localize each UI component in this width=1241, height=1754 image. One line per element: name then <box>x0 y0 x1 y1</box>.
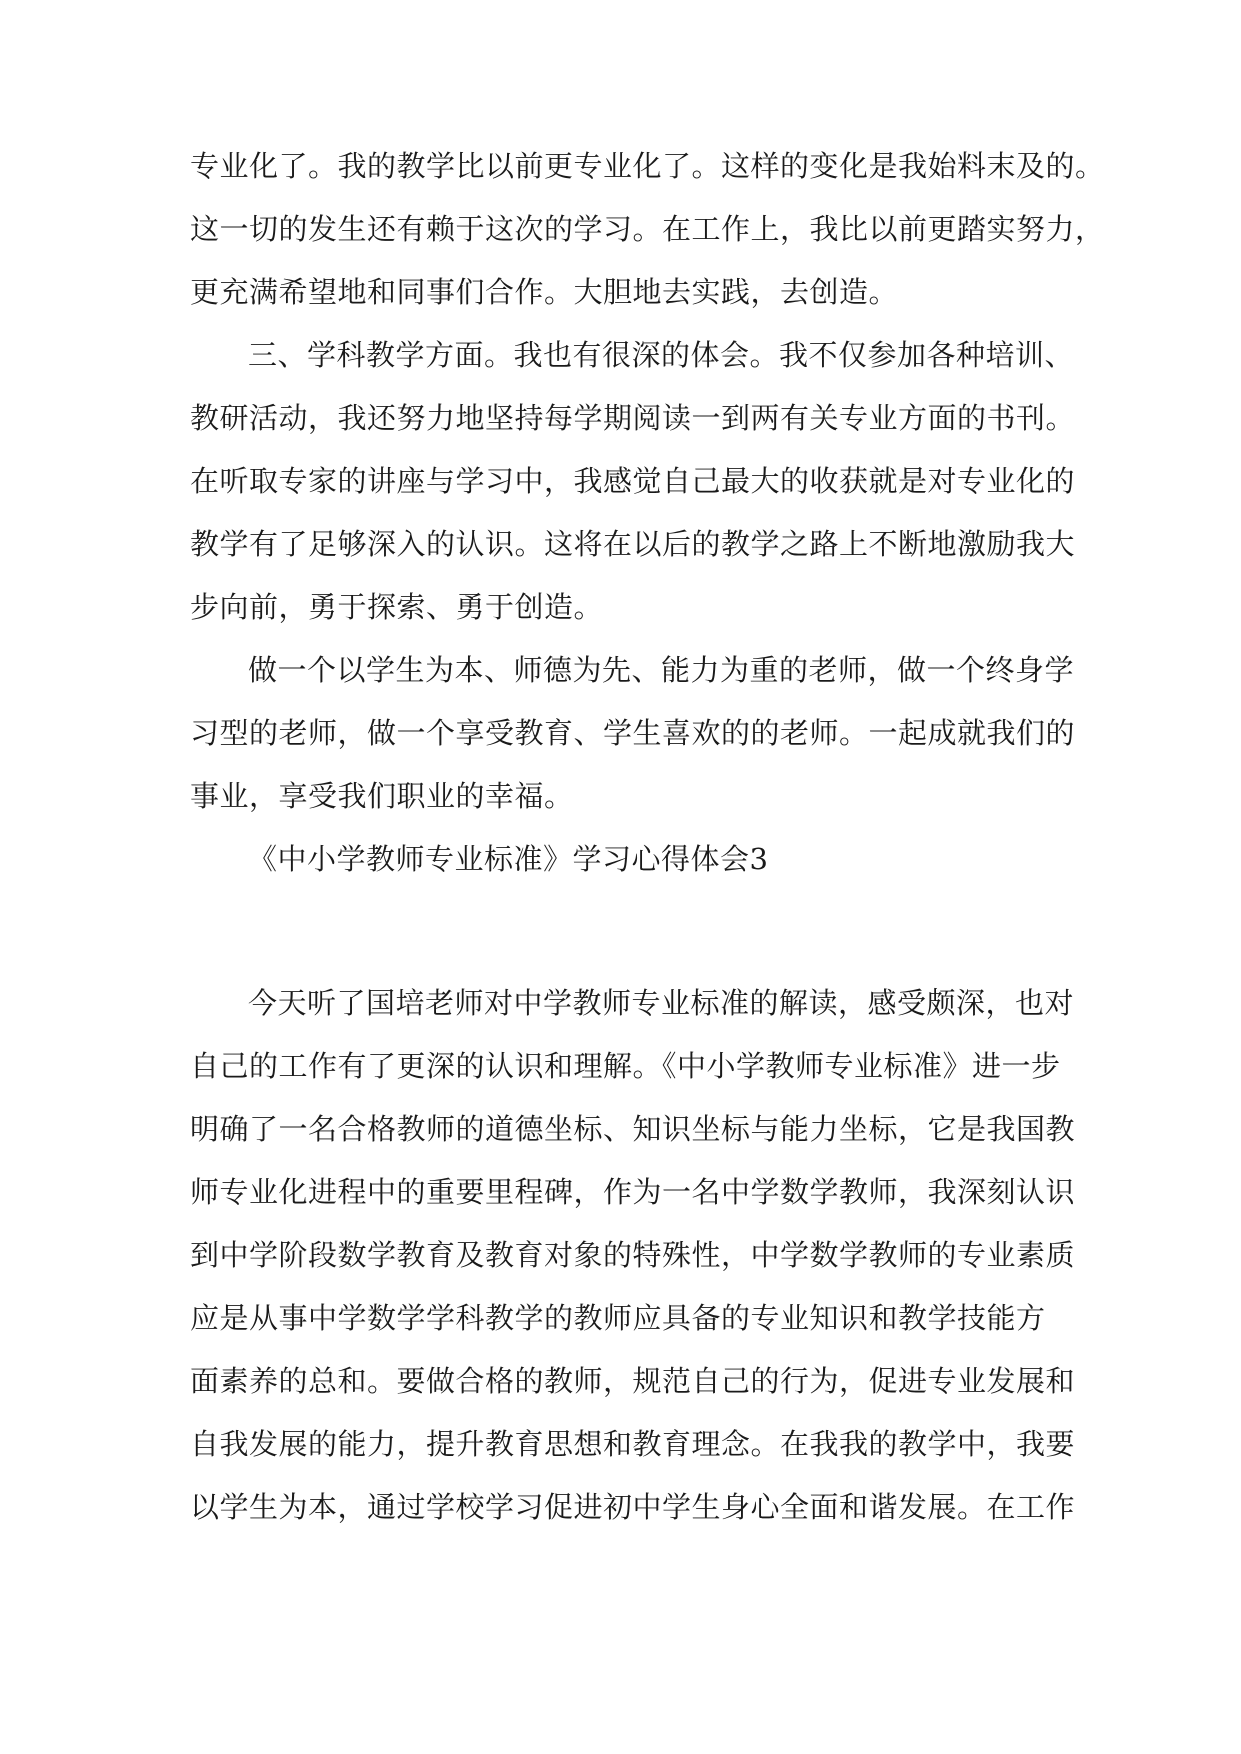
body-line: 这一切的发生还有赖于这次的学习。在工作上，我比以前更踏实努力， <box>190 212 1105 246</box>
body-line: 事业，享受我们职业的幸福。 <box>190 779 574 813</box>
body-line: 面素养的总和。要做合格的教师，规范自己的行为，促进专业发展和 <box>190 1364 1076 1398</box>
body-line: 以学生为本，通过学校学习促进初中学生身心全面和谐发展。在工作 <box>190 1490 1076 1524</box>
body-line: 到中学阶段数学教育及教育对象的特殊性，中学数学教师的专业素质 <box>190 1238 1076 1272</box>
body-line: 应是从事中学数学学科教学的教师应具备的专业知识和教学技能方 <box>190 1301 1046 1335</box>
body-line: 师专业化进程中的重要里程碑，作为一名中学数学教师，我深刻认识 <box>190 1175 1076 1209</box>
paragraph-first-line: 做一个以学生为本、师德为先、能力为重的老师，做一个终身学 <box>248 653 1075 687</box>
body-line: 教学有了足够深入的认识。这将在以后的教学之路上不断地激励我大 <box>190 527 1076 561</box>
paragraph-first-line: 三、学科教学方面。我也有很深的体会。我不仅参加各种培训、 <box>248 338 1075 372</box>
body-line: 教研活动，我还努力地坚持每学期阅读一到两有关专业方面的书刊。 <box>190 401 1076 435</box>
body-line: 自己的工作有了更深的认识和理解。《中小学教师专业标准》进一步 <box>190 1049 1061 1083</box>
body-line: 习型的老师，做一个享受教育、学生喜欢的的老师。一起成就我们的 <box>190 716 1076 750</box>
body-line: 明确了一名合格教师的道德坐标、知识坐标与能力坐标，它是我国教 <box>190 1112 1076 1146</box>
body-line: 专业化了。我的教学比以前更专业化了。这样的变化是我始料末及的。 <box>190 149 1105 183</box>
body-line: 更充满希望地和同事们合作。大胆地去实践，去创造。 <box>190 275 899 309</box>
body-line: 在听取专家的讲座与学习中，我感觉自己最大的收获就是对专业化的 <box>190 464 1076 498</box>
paragraph-first-line: 今天听了国培老师对中学教师专业标准的解读，感受颇深，也对 <box>248 986 1075 1020</box>
section-heading: 《中小学教师专业标准》学习心得体会3 <box>248 842 769 876</box>
body-line: 步向前，勇于探索、勇于创造。 <box>190 590 604 624</box>
body-line: 自我发展的能力，提升教育思想和教育理念。在我我的教学中，我要 <box>190 1427 1076 1461</box>
